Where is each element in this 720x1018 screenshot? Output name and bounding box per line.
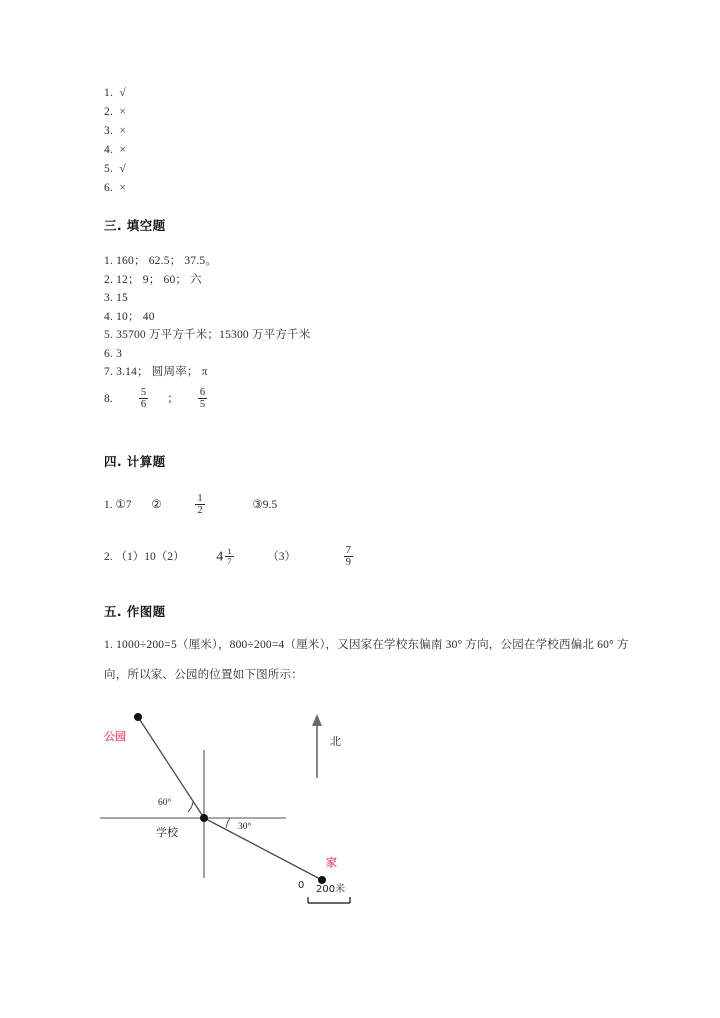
separator: ； <box>167 393 179 406</box>
fraction-denominator: 7 <box>227 556 232 567</box>
direction-diagram <box>90 700 390 920</box>
fraction-numerator: 1 <box>227 546 232 557</box>
answer-mark: × <box>119 144 127 156</box>
fraction-six-fifths <box>198 387 207 410</box>
fraction-numerator: 1 <box>197 493 203 504</box>
home-label: 家 <box>326 856 337 869</box>
fraction-denominator: 9 <box>345 557 351 569</box>
list-item: 2. 12； 9； 60； 六 <box>104 273 202 286</box>
list-item: 3. 15 <box>104 292 128 304</box>
drawing-problem-paragraph: 1. 1000÷200=5（厘米），800÷200=4（厘米），又因家在学校东偏南 30° 方向，公园在学校西偏北 60° 方向，所以家、公园的位置如下图所示： <box>104 639 629 681</box>
list-item <box>104 122 126 141</box>
answer-value: 9.5 <box>262 499 278 512</box>
mixed-whole-part: 4 <box>216 549 224 565</box>
circled-marker-one: ① <box>115 499 126 512</box>
list-item <box>104 179 126 198</box>
circled-marker-two: ② <box>151 499 162 512</box>
north-label: 北 <box>330 735 341 748</box>
item-number: 1. <box>104 87 114 99</box>
fraction-one-half <box>195 493 204 516</box>
answer-mark: × <box>119 106 127 118</box>
item-number: 1. <box>104 499 113 512</box>
item-number: 6. <box>104 182 114 194</box>
angle-label-west: 60° <box>158 798 172 808</box>
list-item <box>104 160 126 179</box>
list-item <box>104 141 126 160</box>
ray-to-home <box>204 818 322 880</box>
school-label: 学校 <box>156 826 178 839</box>
paren-marker-two: （2） <box>155 551 185 564</box>
fraction-denominator: 6 <box>140 399 147 411</box>
item-number: 2. <box>104 106 114 118</box>
answer-mark: × <box>119 125 127 137</box>
answer-value: 7 <box>125 499 132 512</box>
item-number: 3. <box>104 125 114 137</box>
fraction-numerator: 5 <box>140 387 147 398</box>
item-number: 4. <box>104 144 114 156</box>
park-label: 公园 <box>104 730 126 743</box>
paren-marker-three: （3） <box>267 551 296 564</box>
item-number: 8. <box>104 393 113 406</box>
list-item: 7. 3.14； 圆周率； π <box>104 366 208 378</box>
list-item <box>104 84 126 103</box>
answer-value: 10 <box>144 551 156 564</box>
scale-label-start: 0 <box>298 880 305 891</box>
fraction-five-sixths <box>139 387 148 410</box>
answer-mark: √ <box>119 163 127 175</box>
answer-mark: √ <box>119 87 127 99</box>
north-arrow-head <box>312 714 322 726</box>
fraction-numerator: 7 <box>345 545 351 556</box>
list-item: 5. 35700 万平方千米；15300 万平方千米 <box>104 329 311 341</box>
true-false-answer-list <box>104 84 126 198</box>
fill-in-blank-answer-list <box>104 252 310 382</box>
calculation-item-1 <box>104 494 277 517</box>
list-item: 1. 160； 62.5； 37.5。 <box>104 255 218 267</box>
list-item <box>104 103 126 122</box>
fraction-denominator: 5 <box>199 399 206 411</box>
angle-arc-west <box>188 802 193 812</box>
scale-label-end: 200米 <box>316 884 346 895</box>
item-number: 5. <box>104 163 114 175</box>
fraction-numerator: 6 <box>199 387 206 398</box>
circled-marker-three: ③ <box>252 499 263 512</box>
list-item: 6. 3 <box>104 347 123 360</box>
fill-in-blank-item-8 <box>104 388 209 411</box>
item-number: 2. <box>104 551 113 564</box>
school-point <box>200 814 208 822</box>
section-heading-four: 四. 计算题 <box>104 454 166 469</box>
section-heading-three: 三. 填空题 <box>104 218 166 233</box>
section-heading-five: 五. 作图题 <box>104 604 166 619</box>
angle-arc-east <box>226 818 230 828</box>
mixed-fraction-part <box>225 547 233 566</box>
fraction-denominator: 2 <box>197 505 203 517</box>
fraction-seven-ninths <box>344 545 353 568</box>
answer-mark: × <box>119 182 127 194</box>
calculation-item-2 <box>104 546 355 569</box>
angle-label-east: 30° <box>238 822 252 832</box>
paren-marker-one: （1） <box>115 551 145 564</box>
park-point <box>134 713 142 721</box>
list-item: 4. 10； 40 <box>104 310 155 323</box>
mixed-number-four-and-one-seventh <box>216 548 235 567</box>
